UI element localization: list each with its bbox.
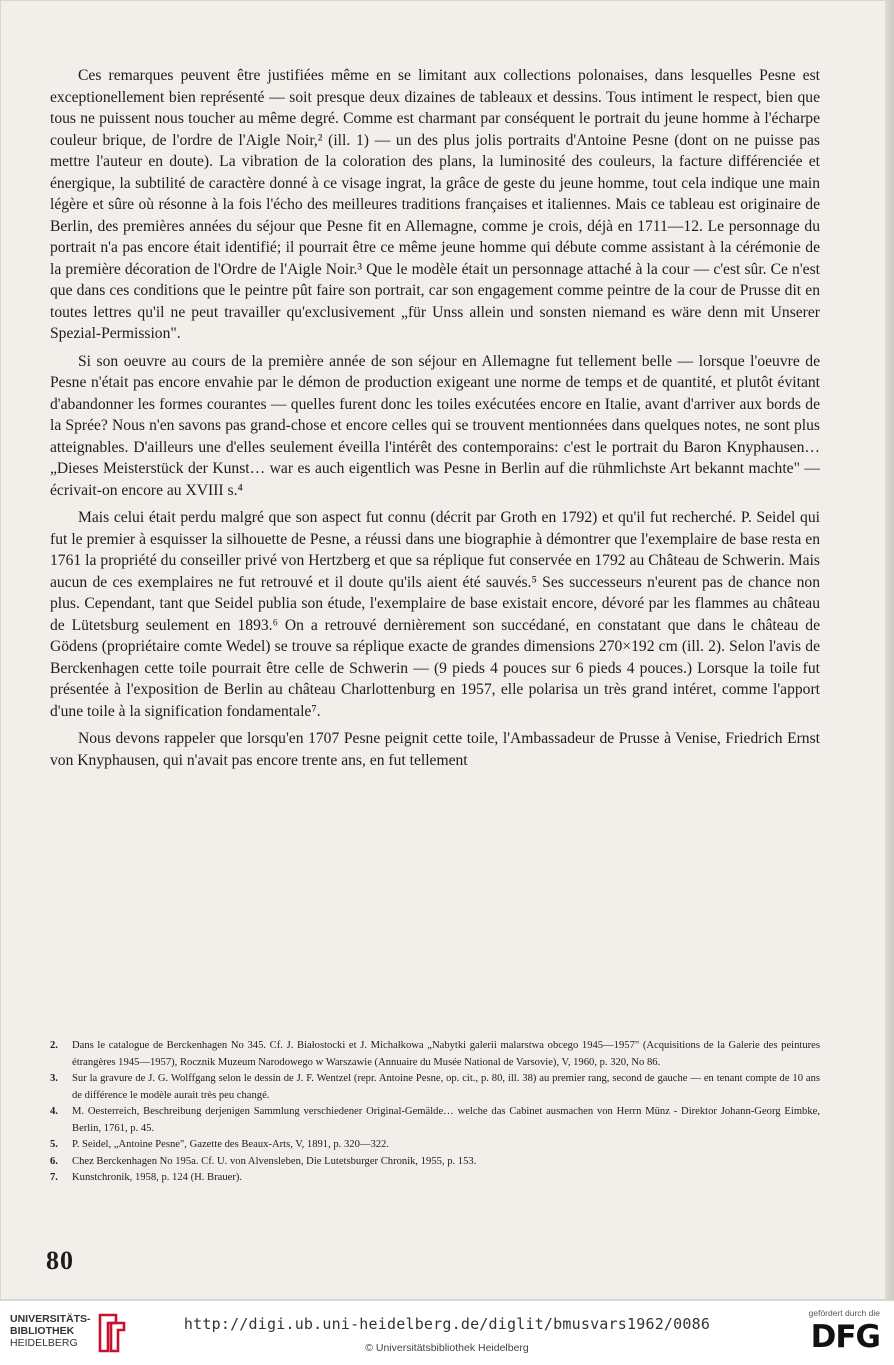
footnote-text: M. Oesterreich, Beschreibung derjenigen Sammlung verschiedener Original-Gemälde… welche das Cabinet ausmachen von Herrn Münz - Direktor Johann-Georg Eimbke, Berlin, 1761, p. 45. xyxy=(72,1106,820,1134)
footnotes xyxy=(50,1038,820,1187)
paragraph-3: Mais celui était perdu malgré que son aspect fut connu (décrit par Groth en 1792) et qu'il fut recherché. P. Seidel qui fut le premier à esquisser la silhouette de Pesne, a réussi dans une biographie à démontrer que l'exemplaire de base resta en 1761 la propriété du conseiller privé von Hertzberg et que sa réplique fut conservée en 1792 au Château de Schwerin. Mais aucun de ces exemplaires ne fut retrouvé et il doute qu'ils aient été sauvés.⁵ Ses successeurs n'eurent pas de chance non plus. Cependant, tant que Seidel publia son étude, l'exemplaire de base existait encore, dévoré par les flammes au château de Lütetsburg seulement en 1893.⁶ On a retrouvé dernièrement son succédané, en constatant que dans le château de Gödens (propriétaire comte Wedel) se trouve sa réplique exacte de grandes dimensions 270×192 cm (ill. 2). Selon l'avis de Berckenhagen cette toile pourrait être celle de Schwerin — (9 pieds 4 pouces sur 6 pieds 4 pouces.) Lorsque la toile fut présentée à l'exposition de Berlin au château Charlottenburg en 1957, elle polarisa un très grand intéret, comme l'apport d'une toile à la signification fondamentale⁷. xyxy=(50,509,820,720)
library-name-line2: BIBLIOTHEK xyxy=(10,1325,75,1337)
footnote-7 xyxy=(50,1170,820,1187)
footnote-text: P. Seidel, „Antoine Pesne", Gazette des Beaux-Arts, V, 1891, p. 320—322. xyxy=(72,1139,389,1150)
funded-by-caption: gefördert durch die xyxy=(808,1308,880,1318)
dfg-logo: DFG xyxy=(810,1319,880,1355)
copyright-notice: © Universitätsbibliothek Heidelberg xyxy=(365,1342,529,1354)
footnote-2 xyxy=(50,1038,820,1071)
footnote-number: 3. xyxy=(50,1073,58,1084)
footnote-4 xyxy=(50,1104,820,1137)
main-text xyxy=(50,65,820,777)
digitization-footer xyxy=(0,1300,894,1365)
footnote-number: 4. xyxy=(50,1106,58,1117)
footnote-3 xyxy=(50,1071,820,1104)
footnote-number: 2. xyxy=(50,1040,58,1051)
footnote-number: 5. xyxy=(50,1139,58,1150)
library-name-line1: UNIVERSITÄTS- xyxy=(10,1313,91,1325)
paragraph-1: Ces remarques peuvent être justifiées même en se limitant aux collections polonaises, dans lesquelles Pesne est exceptionellement bien représenté — soit presque deux dizaines de tableaux et dessins. Tous intiment le respect, bien que tous ne puissent nous toucher au même degré. Comme est charmant par conséquent le portrait du jeune homme à l'écharpe couleur brique, de l'ordre de l'Aigle Noir,² (ill. 1) — un des plus jolis portraits d'Antoine Pesne (dont on ne puisse pas mettre l'auteur en doute). La vibration de la coloration des plans, la luminosité des couleurs, la facture différenciée et énergique, la subtilité de caractère donné à ce visage ingrat, la grâce de geste du jeune homme, tout cela indique une main légère et sûre où résonne à la fois l'écho des meilleures traditions françaises et italiennes. Mais ce tableau est originaire de Berlin, des premières années du séjour que Pesne fit en Allemagne, comme je crois, déjà en 1711—12. Le personnage du portrait n'a pas encore était identifié; il pourrait être ce même jeune homme qui débute comme assistant à la cérémonie de la première décoration de l'Ordre de l'Aigle Noir.³ Que le modèle était un personnage attaché à la cour — c'est sûr. Ce n'est que dans ces conditions que le peintre pût faire son portrait, car son engagement comme peintre de la cour de Prusse dit en toutes lettres qu'il ne peut travailler qu'exclusivement „für Unss allein und sonsten niemand es wäre denn mit Unserer Spezial-Permission". xyxy=(50,67,820,342)
page-number: 80 xyxy=(46,1246,74,1275)
library-name-line3: HEIDELBERG xyxy=(10,1337,78,1349)
footnote-6 xyxy=(50,1154,820,1171)
footnote-text: Kunstchronik, 1958, p. 124 (H. Brauer). xyxy=(72,1172,243,1183)
footnote-text: Chez Berckenhagen No 195a. Cf. U. von Alvensleben, Die Lutetsburger Chronik, 1955, p. 153. xyxy=(72,1155,477,1167)
footnote-text: Sur la gravure de J. G. Wolffgang selon le dessin de J. F. Wentzel (repr. Antoine Pesne, op. cit., p. 80, ill. 38) au premier rang, second de gauche — en tenant compte de 10 ans de différence le modèle aurait très peu changé. xyxy=(72,1073,820,1101)
footnote-5 xyxy=(50,1137,820,1154)
dfg-funding-logo[interactable] xyxy=(780,1308,880,1360)
footnote-number: 7. xyxy=(50,1172,58,1183)
page-url-link[interactable]: http://digi.ub.uni-heidelberg.de/diglit/bmusvars1962/0086 xyxy=(183,1315,711,1333)
paragraph-2: Si son oeuvre au cours de la première année de son séjour en Allemagne fut tellement belle — lorsque l'oeuvre de Pesne n'était pas encore envahie par le démon de production exigeant une norme de temps et de quantité, et plutôt évitant d'abandonner les formes courantes — quelles furent donc les toiles exécutées encore en Italie, avant d'arriver aux bords de la Sprée? Nous n'en savons pas grand-chose et encore celles qui se trouvent mentionnées dans quelques notes, ne sont plus atteignables. D'ailleurs une d'elles seulement éveilla l'intérêt des contemporains: c'est le portrait du Baron Knyphausen… „Dieses Meisterstück der Kunst… war es auch eigentlich was Pesne in Berlin auf die rühmlichste Art bekannt machte" — écrivait-on encore au XVIII s.⁴ xyxy=(50,352,820,499)
footnote-number: 6. xyxy=(50,1155,58,1167)
scan-edge xyxy=(885,0,894,1300)
paragraph-4: Nous devons rappeler que lorsqu'en 1707 Pesne peignit cette toile, l'Ambassadeur de Prusse à Venise, Friedrich Ernst von Knyphausen, qui n'avait pas encore trente ans, en fut tellement xyxy=(50,730,820,769)
footnote-text: Dans le catalogue de Berckenhagen No 345. Cf. J. Białostocki et J. Michałkowa „Nabytki galerii malarstwa obcego 1945—1957" (Acquisitions de la Galerie des peintures étrangères 1945—1957), Rocznik Muzeum Narodowego w Warszawie (Annuaire du Musée National de Varsovie), V, 1960, p. 320, No 86. xyxy=(72,1040,820,1068)
